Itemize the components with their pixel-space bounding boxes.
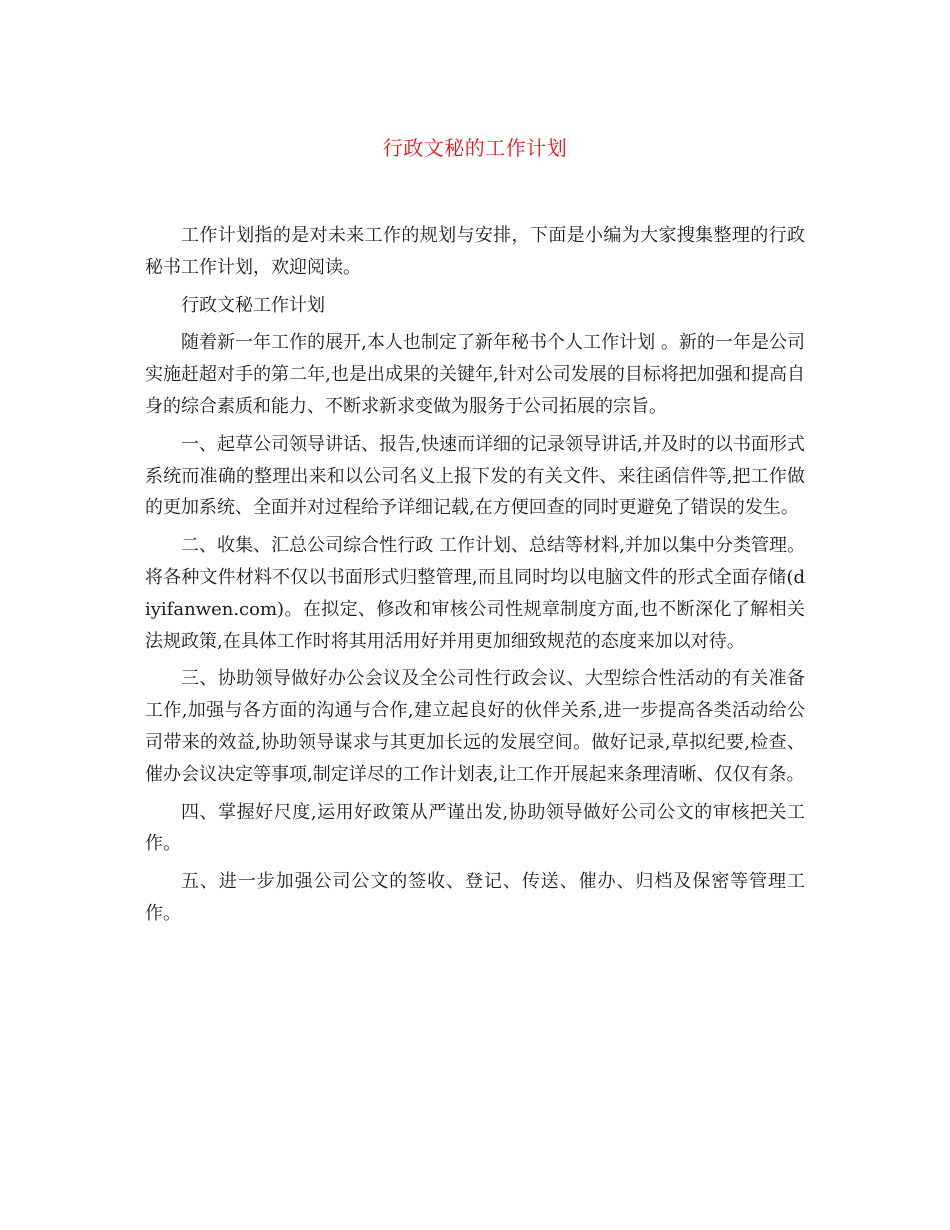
- paragraph-item-5: 五、进一步加强公司公文的签收、登记、传送、催办、归档及保密等管理工作。: [145, 871, 805, 924]
- document-title: 行政文秘的工作计划: [382, 136, 568, 160]
- paragraph-item-2: 二、收集、汇总公司综合性行政 工作计划、总结等材料,并加以集中分类管理。将各种文件材料不仅以书面形式归整管理,而且同时均以电脑文件的形式全面存储(diyifanwen.com)。在拟定、修改和审核公司性规章制度方面,也不断深化了解相关法规政策,在具体工作时将其用活用好并用更加细致规范的态度来加以对待。: [145, 535, 805, 652]
- document-body: [145, 220, 805, 936]
- paragraph-intro: 工作计划指的是对未来工作的规划与安排，下面是小编为大家搜集整理的行政秘书工作计划，欢迎阅读。: [145, 225, 805, 278]
- paragraph-item-4: 四、掌握好尺度,运用好政策从严谨出发,协助领导做好公司公文的审核把关工作。: [145, 801, 805, 855]
- paragraph-subtitle: 行政文秘工作计划: [181, 294, 325, 316]
- paragraph-item-1: 一、起草公司领导讲话、报告,快速而详细的记录领导讲话,并及时的以书面形式系统而准确的整理出来和以公司名义上报下发的有关文件、来往函信件等,把工作做的更加系统、全面并对过程给予详细记载,在方便回查的同时更避免了错误的发生。: [145, 433, 805, 519]
- paragraph-overview: 随着新一年工作的展开,本人也制定了新年秘书个人工作计划 。新的一年是公司实施赶超对手的第二年,也是出成果的关键年,针对公司发展的目标将把加强和提高自身的综合素质和能力、不断求新求变做为服务于公司拓展的宗旨。: [145, 332, 805, 417]
- paragraph-item-3: 三、协助领导做好办公会议及全公司性行政会议、大型综合性活动的有关准备工作,加强与各方面的沟通与合作,建立起良好的伙伴关系,进一步提高各类活动给公司带来的效益,协助领导谋求与其更加长远的发展空间。做好记录,草拟纪要,检查、催办会议决定等事项,制定详尽的工作计划表,让工作开展起来条理清晰、仅仅有条。: [145, 668, 805, 785]
